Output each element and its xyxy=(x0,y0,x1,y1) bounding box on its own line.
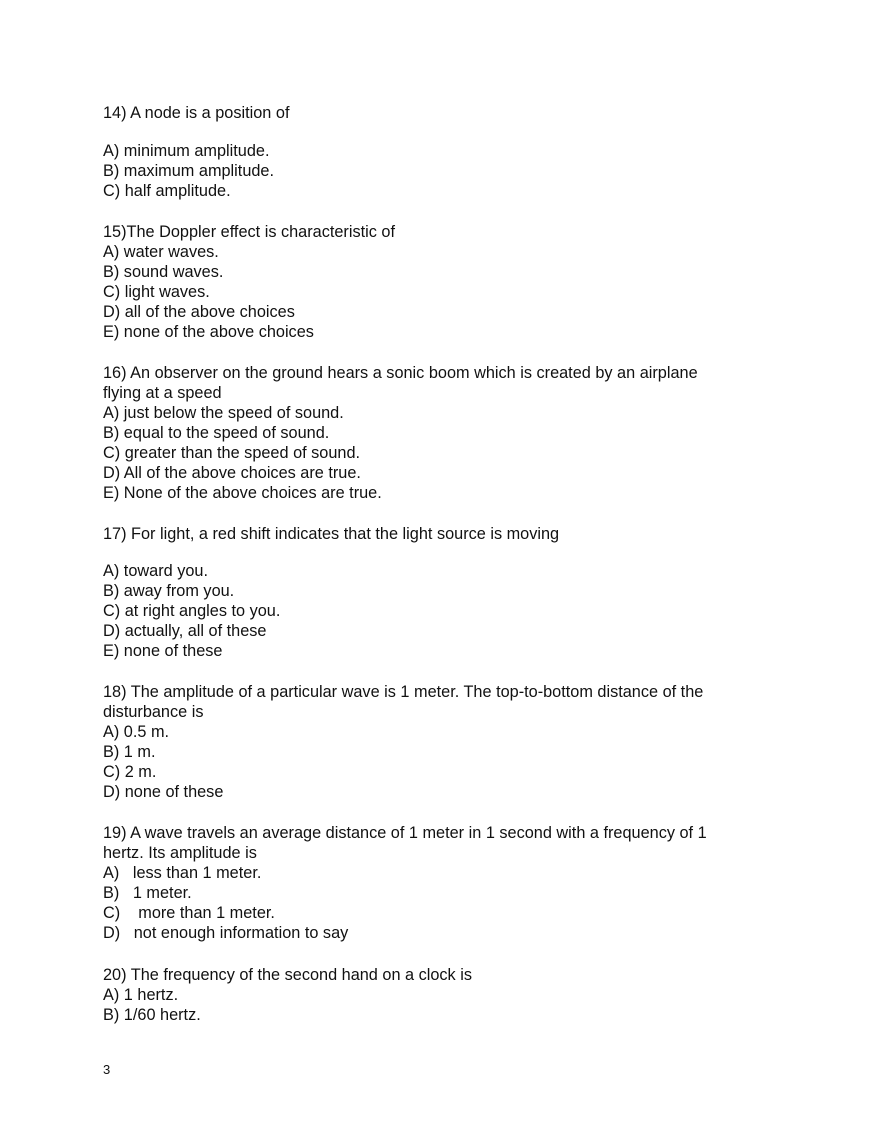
question-15-option-b: B) sound waves. xyxy=(103,263,224,281)
question-16-option-c: C) greater than the speed of sound. xyxy=(103,444,361,462)
question-14-text: 14) A node is a position of xyxy=(103,104,290,122)
question-19-option-c: C) more than 1 meter. xyxy=(103,904,275,922)
question-19-text-cont: hertz. Its amplitude is xyxy=(103,844,257,862)
question-20-option-b: B) 1/60 hertz. xyxy=(103,1006,201,1024)
question-15-option-e: E) none of the above choices xyxy=(103,323,314,341)
question-14-option-c: C) half amplitude. xyxy=(103,182,231,200)
question-17-option-b: B) away from you. xyxy=(103,582,235,600)
question-17-text: 17) For light, a red shift indicates that the light source is moving xyxy=(103,525,560,543)
question-19-option-d: D) not enough information to say xyxy=(103,924,349,942)
question-15-option-c: C) light waves. xyxy=(103,283,210,301)
question-18-text: 18) The amplitude of a particular wave is 1 meter. The top-to-bottom distance of the xyxy=(103,683,704,701)
question-18-text-cont: disturbance is xyxy=(103,703,204,721)
question-15-option-d: D) all of the above choices xyxy=(103,303,295,321)
question-16-option-d: D) All of the above choices are true. xyxy=(103,464,361,482)
question-17-option-e: E) none of these xyxy=(103,642,223,660)
question-19-option-b: B) 1 meter. xyxy=(103,884,192,902)
question-16-option-b: B) equal to the speed of sound. xyxy=(103,424,330,442)
question-18-option-b: B) 1 m. xyxy=(103,743,156,761)
question-18-option-a: A) 0.5 m. xyxy=(103,723,170,741)
question-16-text-cont: flying at a speed xyxy=(103,384,222,402)
question-16-option-a: A) just below the speed of sound. xyxy=(103,404,344,422)
page-number: 3 xyxy=(103,1062,111,1077)
question-16-option-e: E) None of the above choices are true. xyxy=(103,484,382,502)
question-15-option-a: A) water waves. xyxy=(103,243,219,261)
question-15-text: 15)The Doppler effect is characteristic of xyxy=(103,223,395,241)
question-19-text: 19) A wave travels an average distance of 1 meter in 1 second with a frequency of 1 xyxy=(103,824,707,842)
question-17-option-c: C) at right angles to you. xyxy=(103,602,281,620)
question-20-text: 20) The frequency of the second hand on a clock is xyxy=(103,966,472,984)
question-19-option-a: A) less than 1 meter. xyxy=(103,864,262,882)
question-14-option-a: A) minimum amplitude. xyxy=(103,142,270,160)
question-17-option-d: D) actually, all of these xyxy=(103,622,267,640)
question-16-text: 16) An observer on the ground hears a sonic boom which is created by an airplane xyxy=(103,364,698,382)
question-20-option-a: A) 1 hertz. xyxy=(103,986,179,1004)
question-18-option-c: C) 2 m. xyxy=(103,763,157,781)
question-18-option-d: D) none of these xyxy=(103,783,224,801)
question-14-option-b: B) maximum amplitude. xyxy=(103,162,275,180)
question-17-option-a: A) toward you. xyxy=(103,562,208,580)
